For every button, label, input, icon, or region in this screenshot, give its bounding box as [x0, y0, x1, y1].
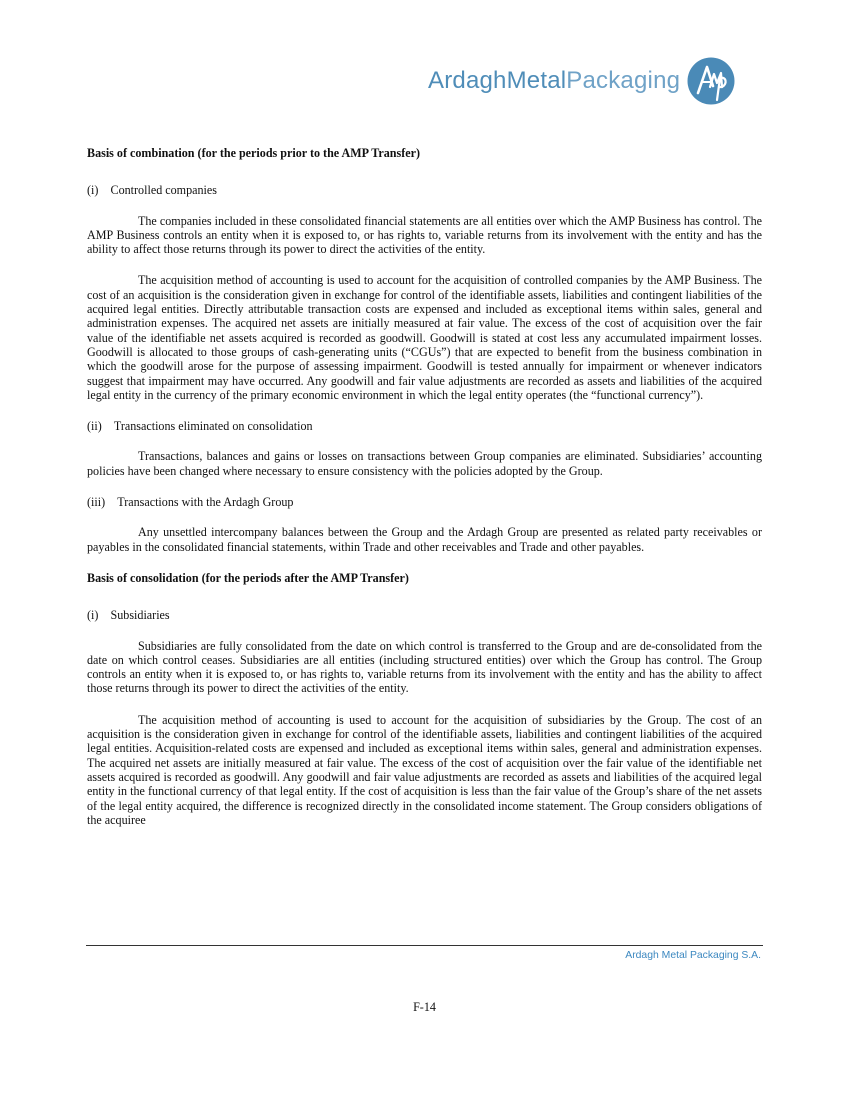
paragraph: Any unsettled intercompany balances between the Group and the Ardagh Group are presented as related party receivables or payables in the consolidated financial statements, within Trade and other receivables and Trade and other payables.: [87, 525, 762, 554]
company-logo: [428, 55, 736, 107]
document-body: [87, 146, 762, 844]
logo-wordmark: ArdaghMetalPackaging: [428, 67, 681, 94]
amp-logo-icon: [686, 56, 736, 106]
section-heading-consolidation: Basis of consolidation (for the periods after the AMP Transfer): [87, 570, 409, 585]
paragraph: The companies included in these consolidated financial statements are all entities over which the AMP Business has control. The AMP Business controls an entity when it is exposed to, or has rights to, variable returns from its involvement with the entity and has the ability to affect those returns through its power to direct the activities of the entity.: [87, 213, 762, 257]
section-heading-combination: Basis of combination (for the periods prior to the AMP Transfer): [87, 146, 421, 160]
footer-company-name: Ardagh Metal Packaging S.A.: [625, 950, 761, 961]
paragraph: Transactions, balances and gains or losses on transactions between Group companies are eliminated. Subsidiaries’ accounting policies have been changed where necessary to ensure consistency with the policies adopted by the Group.: [87, 449, 762, 478]
subheading-transactions-ardagh: (iii) Transactions with the Ardagh Group: [87, 495, 294, 510]
subheading-subsidiaries: (i) Subsidiaries: [87, 608, 170, 623]
subheading-transactions-eliminated: (ii) Transactions eliminated on consolidation: [87, 419, 313, 434]
subheading-controlled-companies: (i) Controlled companies: [87, 183, 217, 198]
paragraph: The acquisition method of accounting is used to account for the acquisition of subsidiaries by the Group. The cost of an acquisition is the consideration given in exchange for control of the identifiable assets, liabilities and contingent liabilities of the acquired legal entities. Acquisition-related costs are expensed and included as exceptional items within sales, general and administration expenses. The acquired net assets are initially measured at fair value. The excess of the cost of acquisition over the fair value of the identifiable net assets acquired is recorded as goodwill. Any goodwill and fair value adjustments are recorded as assets and liabilities of the acquired legal entity in the functional currency of that legal entity. If the cost of acquisition is less than the fair value of the Group’s share of the net assets of the legal entity acquired, the difference is recognized directly in the consolidated income statement. The Group considers obligations of the acquiree: [87, 712, 762, 827]
footer-divider: [86, 945, 763, 946]
paragraph: The acquisition method of accounting is used to account for the acquisition of controlled companies by the AMP Business. The cost of an acquisition is the consideration given in exchange for control of the identifiable assets, liabilities and contingent liabilities of the acquired legal entities. Directly attributable transaction costs are expensed and included as exceptional items within sales, general and administration expenses. The acquired net assets are initially measured at fair value. The excess of the cost of acquisition over the fair value of the identifiable net assets acquired is recorded as goodwill. Goodwill is stated at cost less any accumulated impairment losses. Goodwill is allocated to those groups of cash-generating units (“CGUs”) that are expected to benefit from the business combination in which the goodwill arose for the purpose of assessing impairment. Goodwill is tested annually for impairment or whenever indicators suggest that impairment may have occurred. Any goodwill and fair value adjustments are recorded as assets and liabilities of the acquired legal entity in the currency of the primary economic environment in which the legal entity operates (the “functional currency”).: [87, 273, 762, 402]
paragraph: Subsidiaries are fully consolidated from the date on which control is transferred to the Group and are de-consolidated from the date on which control ceases. Subsidiaries are all entities (including structured entities) over which the Group has control. The Group controls an entity when it is exposed to, or has rights to, variable returns from its involvement with the entity and has the ability to affect those returns through its power to direct the activities of the entity.: [87, 638, 762, 696]
page-number: F-14: [413, 1000, 436, 1014]
